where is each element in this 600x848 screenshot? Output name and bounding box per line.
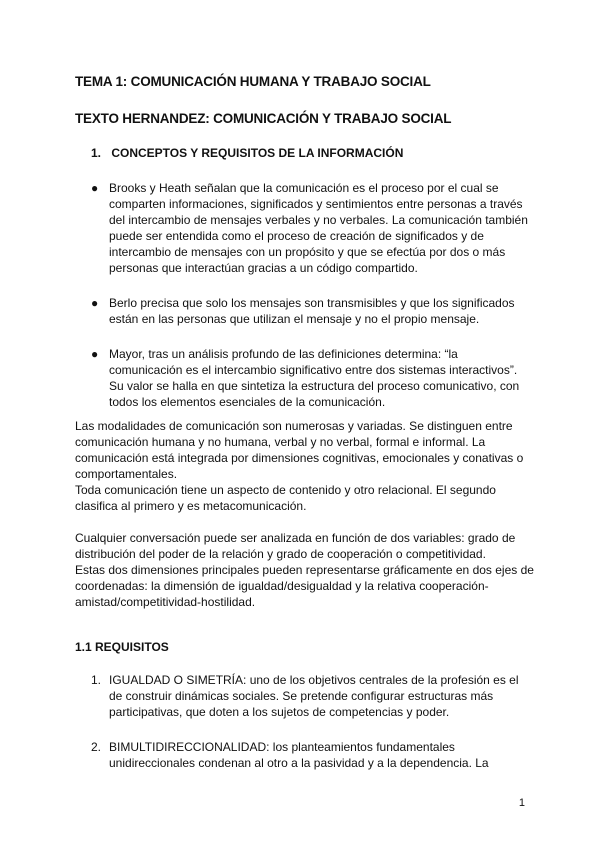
bullet-icon: ● <box>91 181 99 195</box>
paragraph-modalidades <box>75 418 535 514</box>
document-title: TEMA 1: COMUNICACIÓN HUMANA Y TRABAJO SOCIAL <box>75 74 431 89</box>
paragraph-text: Toda comunicación tiene un aspecto de contenido y otro relacional. El segundo clasifica al primero y es metacomunicación. <box>75 483 496 513</box>
section-heading <box>91 146 403 160</box>
bullet-icon: ● <box>91 347 99 361</box>
section-number: 1. <box>91 146 102 160</box>
bullet-text: Brooks y Heath señalan que la comunicación es el proceso por el cual se comparten informaciones, significados y sentimientos entre personas a través del intercambio de mensajes verbales y no verbales. La comunicación también puede ser entendida como el proceso de creación de significados y de intercambio de mensajes con un propósito y que se efectúa por dos o más personas que interactúan gracias a un código compartido. <box>109 181 528 275</box>
paragraph-text: Las modalidades de comunicación son numerosas y variadas. Se distinguen entre comunicación humana y no humana, verbal y no verbal, formal e informal. La comunicación está integrada por dimensiones cognitivas, emocionales y conativas o comportamentales. <box>75 419 524 481</box>
paragraph-text: Estas dos dimensiones principales pueden representarse gráficamente en dos ejes de coordenadas: la dimensión de igualdad/desigualdad y la relativa cooperación-amistad/competitividad-hostilidad. <box>75 563 534 609</box>
bullet-text: Berlo precisa que solo los mensajes son transmisibles y que los significados están en las personas que utilizan el mensaje y no el propio mensaje. <box>109 296 515 326</box>
list-number: 1. <box>91 673 102 687</box>
text-title: TEXTO HERNANDEZ: COMUNICACIÓN Y TRABAJO SOCIAL <box>75 111 452 126</box>
list-item <box>91 346 531 410</box>
bullet-list <box>91 180 531 429</box>
subsection-heading: 1.1 REQUISITOS <box>75 640 169 654</box>
list-item <box>91 180 531 276</box>
list-text: BIMULTIDIRECCIONALIDAD: los planteamientos fundamentales unidireccionales condenan al otro a la pasividad y a la dependencia. La <box>109 740 489 770</box>
list-item <box>91 672 531 720</box>
list-text: IGUALDAD O SIMETRÍA: uno de los objetivos centrales de la profesión es el de construir dinámicas sociales. Se pretende configurar estructuras más participativas, que doten a los sujetos de competencias y poder. <box>109 673 519 719</box>
bullet-icon: ● <box>91 296 99 310</box>
page-number: 1 <box>518 797 525 809</box>
list-item <box>91 295 531 327</box>
section-heading-text: CONCEPTOS Y REQUISITOS DE LA INFORMACIÓN <box>111 146 404 160</box>
paragraph-conversacion <box>75 530 535 610</box>
bullet-text: Mayor, tras un análisis profundo de las definiciones determina: “la comunicación es el intercambio significativo entre dos sistemas interactivos”. Su valor se halla en que sintetiza la estructura del proceso comunicativo, con todos los elementos esenciales de la comunicación. <box>109 347 520 409</box>
numbered-list <box>91 672 531 790</box>
list-number: 2. <box>91 740 102 754</box>
list-item <box>91 739 531 771</box>
paragraph-text: Cualquier conversación puede ser analizada en función de dos variables: grado de distribución del poder de la relación y grado de cooperación o competitividad. <box>75 531 516 561</box>
